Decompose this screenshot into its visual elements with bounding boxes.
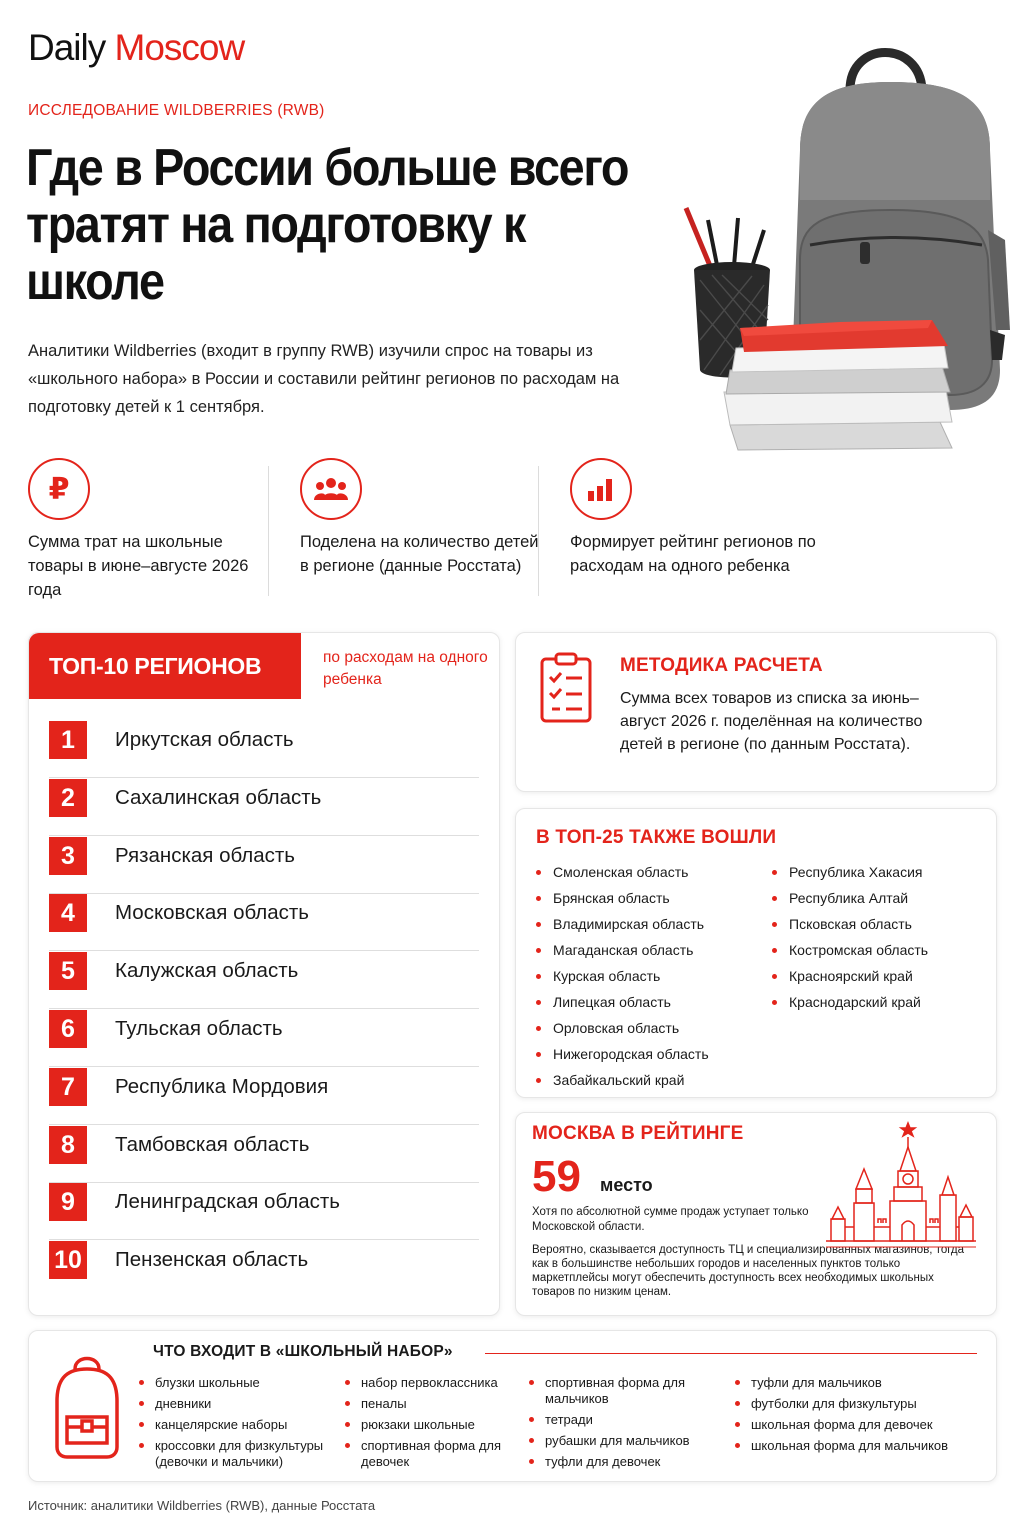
kit-item: канцелярские наборы bbox=[139, 1417, 329, 1433]
step-divide bbox=[300, 458, 550, 578]
top25-title: В ТОП-25 ТАКЖЕ ВОШЛИ bbox=[536, 827, 777, 848]
lead-paragraph: Аналитики Wildberries (входит в группу RWB) изучили спрос на товары из «школьного набора» в России и составили рейтинг регионов по расходам на подготовку детей к 1 сентября. bbox=[28, 342, 620, 416]
ruble-icon: ₽ bbox=[28, 458, 90, 520]
kit-item: тетради bbox=[529, 1412, 719, 1428]
step-text: Формирует рейтинг регионов по расходам на одного ребенка bbox=[570, 533, 816, 575]
region-list-item: Владимирская область bbox=[536, 911, 709, 937]
top10-subtitle: по расходам на одного ребенка bbox=[323, 649, 488, 688]
kit-item: туфли для девочек bbox=[529, 1454, 719, 1470]
divider bbox=[268, 466, 269, 596]
school-kit-title: ЧТО ВХОДИТ В «ШКОЛЬНЫЙ НАБОР» bbox=[153, 1343, 453, 1360]
kicker: ИССЛЕДОВАНИЕ WILDBERRIES (RWB) bbox=[28, 102, 325, 119]
region-list-item: Псковская область bbox=[772, 911, 928, 937]
region-row bbox=[49, 837, 479, 895]
region-row bbox=[49, 1010, 479, 1068]
method-text: Сумма всех товаров из списка за июнь–август 2026 г. поделённая на количество детей в регионе (по данным Росстата). bbox=[620, 690, 923, 753]
step-rating bbox=[570, 458, 820, 578]
moscow-rank: 59 bbox=[532, 1152, 581, 1201]
moscow-title: МОСКВА В РЕЙТИНГЕ bbox=[532, 1123, 744, 1144]
top25-card bbox=[515, 808, 997, 1098]
people-icon bbox=[300, 458, 362, 520]
logo bbox=[28, 28, 244, 68]
top25-column-2 bbox=[772, 859, 928, 1015]
region-row bbox=[49, 1126, 479, 1184]
kit-item: пеналы bbox=[345, 1396, 525, 1412]
region-list-item: Магаданская область bbox=[536, 937, 709, 963]
step-text: Поделена на количество детей в регионе (данные Росстата) bbox=[300, 533, 539, 575]
region-row bbox=[49, 779, 479, 837]
kit-item: футболки для физкультуры bbox=[735, 1396, 965, 1412]
kit-item: набор первоклассника bbox=[345, 1375, 525, 1391]
page-title: Где в России больше всего тратят на подготовку к школе bbox=[26, 139, 629, 311]
clipboard-checklist-icon bbox=[538, 651, 594, 725]
moscow-card bbox=[515, 1112, 997, 1316]
region-name: Рязанская область bbox=[115, 843, 295, 867]
region-list-item: Республика Хакасия bbox=[772, 859, 928, 885]
region-name: Иркутская область bbox=[115, 728, 294, 751]
rank-badge: 1 bbox=[49, 721, 87, 759]
logo-moscow: Moscow bbox=[114, 27, 245, 68]
region-list-item: Смоленская область bbox=[536, 859, 709, 885]
source-note: Источник: аналитики Wildberries (RWB), данные Росстата bbox=[28, 1498, 376, 1513]
region-name: Республика Мордовия bbox=[115, 1074, 329, 1098]
rank-badge: 2 bbox=[49, 779, 87, 817]
region-list-item: Липецкая область bbox=[536, 989, 709, 1015]
rank-badge: 7 bbox=[49, 1068, 87, 1106]
method-card bbox=[515, 632, 997, 792]
kit-item: спортивная форма для мальчиков bbox=[529, 1375, 719, 1406]
kit-column-4 bbox=[735, 1375, 965, 1459]
moscow-text-2: Вероятно, сказывается доступность ТЦ и специализированных магазинов, тогда как в большинстве небольших городов и населенных пунктов только маркетплейсы могут обеспечить доступность всех необходимых школьных товаров по низким ценам. bbox=[532, 1244, 965, 1298]
kremlin-icon bbox=[826, 1119, 976, 1259]
kit-column-1 bbox=[139, 1375, 329, 1475]
rank-badge: 5 bbox=[49, 952, 87, 990]
method-title: МЕТОДИКА РАСЧЕТА bbox=[620, 655, 823, 676]
rank-badge: 8 bbox=[49, 1126, 87, 1164]
top25-column-1 bbox=[536, 859, 709, 1093]
rank-badge: 3 bbox=[49, 837, 87, 875]
kit-column-2 bbox=[345, 1375, 525, 1475]
backpack-books-illustration bbox=[660, 30, 1024, 460]
region-name: Тульская область bbox=[115, 1017, 283, 1040]
moscow-text-1: Хотя по абсолютной сумме продаж уступает только Московской области. bbox=[532, 1206, 809, 1233]
region-name: Пензенская область bbox=[115, 1248, 309, 1272]
region-list-item: Брянская область bbox=[536, 885, 709, 911]
kit-item: школьная форма для мальчиков bbox=[735, 1438, 965, 1454]
rank-badge: 10 bbox=[49, 1241, 87, 1279]
top10-title: ТОП-10 РЕГИОНОВ bbox=[29, 633, 301, 699]
rank-badge: 6 bbox=[49, 1010, 87, 1048]
region-row bbox=[49, 894, 479, 952]
divider bbox=[538, 466, 539, 596]
kit-item: кроссовки для физкультуры (девочки и мальчики) bbox=[139, 1438, 329, 1469]
step-text: Сумма трат на школьные товары в июне–августе 2026 года bbox=[28, 533, 249, 599]
moscow-rank-label: место bbox=[600, 1175, 653, 1195]
region-row bbox=[49, 1241, 479, 1299]
bar-chart-icon bbox=[570, 458, 632, 520]
region-list-item: Орловская область bbox=[536, 1015, 709, 1041]
region-name: Калужская область bbox=[115, 959, 299, 983]
step-sum bbox=[28, 458, 278, 602]
logo-daily: Daily bbox=[28, 27, 106, 68]
region-list-item: Республика Алтай bbox=[772, 885, 928, 911]
region-list-item: Красноярский край bbox=[772, 963, 928, 989]
region-list-item: Курская область bbox=[536, 963, 709, 989]
region-list-item: Костромская область bbox=[772, 937, 928, 963]
kit-item: блузки школьные bbox=[139, 1375, 329, 1391]
title-rule bbox=[485, 1353, 977, 1354]
region-name: Московская область bbox=[115, 901, 309, 925]
kit-item: рюкзаки школьные bbox=[345, 1417, 525, 1433]
region-name: Сахалинская область bbox=[115, 785, 322, 809]
kit-item: рубашки для мальчиков bbox=[529, 1433, 719, 1449]
kit-item: дневники bbox=[139, 1396, 329, 1412]
kit-item: спортивная форма для девочек bbox=[345, 1438, 525, 1469]
kit-item: школьная форма для девочек bbox=[735, 1417, 965, 1433]
rank-badge: 4 bbox=[49, 894, 87, 932]
region-row bbox=[49, 721, 479, 779]
region-row bbox=[49, 952, 479, 1010]
school-bag-icon bbox=[47, 1351, 127, 1461]
kit-column-3 bbox=[529, 1375, 719, 1475]
region-name: Ленинградская область bbox=[115, 1190, 340, 1214]
region-name: Тамбовская область bbox=[115, 1132, 310, 1156]
kit-item: туфли для мальчиков bbox=[735, 1375, 965, 1391]
top10-card bbox=[28, 632, 500, 1316]
region-list-item: Краснодарский край bbox=[772, 989, 928, 1015]
region-list-item: Нижегородская область bbox=[536, 1041, 709, 1067]
school-kit-card bbox=[28, 1330, 997, 1482]
rank-badge: 9 bbox=[49, 1183, 87, 1221]
region-row bbox=[49, 1068, 479, 1126]
region-list-item: Забайкальский край bbox=[536, 1067, 709, 1093]
region-row bbox=[49, 1183, 479, 1241]
